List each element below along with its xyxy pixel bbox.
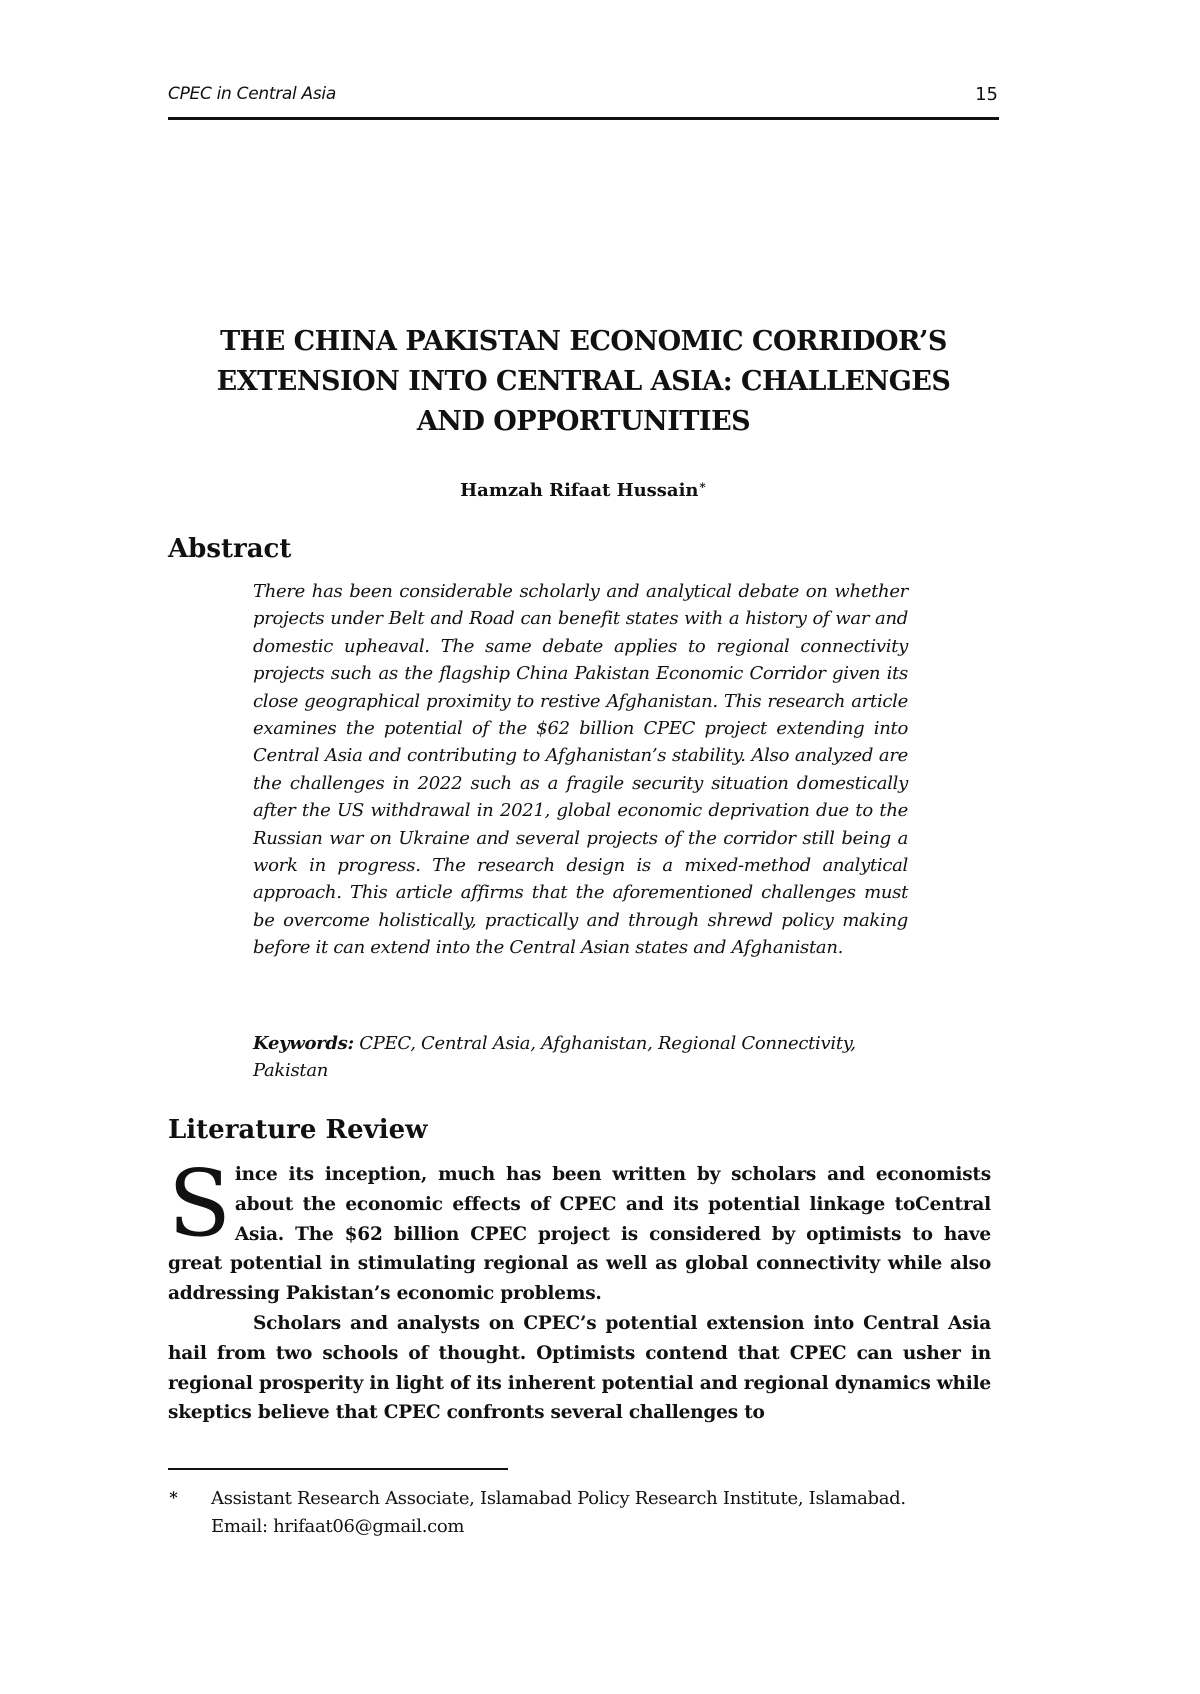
literature-review-heading: Literature Review bbox=[168, 1115, 428, 1145]
page-number: 15 bbox=[975, 84, 998, 105]
header-rule bbox=[168, 117, 999, 120]
keywords-list: CPEC, Central Asia, Afghanistan, Regional Connectivity, Pakistan bbox=[253, 1033, 856, 1081]
literature-paragraph-1 bbox=[168, 1150, 991, 1309]
title-line-2: EXTENSION INTO CENTRAL ASIA: CHALLENGES bbox=[216, 366, 951, 397]
running-title: CPEC in Central Asia bbox=[168, 84, 336, 104]
abstract-heading: Abstract bbox=[168, 534, 292, 564]
article-title bbox=[168, 322, 999, 442]
keywords-label: Keywords: bbox=[253, 1033, 354, 1054]
running-header bbox=[168, 84, 998, 114]
literature-paragraph-1-text: ince its inception, much has been written by scholars and economists about the economic effects of CPEC and its potential linkage toCentral Asia. The $62 billion CPEC project is considered by optimists to have great potential in stimulating regional as well as global connectivity while also addressing Pakistan’s economic problems. bbox=[168, 1164, 991, 1305]
literature-paragraph-2: Scholars and analysts on CPEC’s potential extension into Central Asia hail from two schools of thought. Optimists contend that CPEC can usher in regional prosperity in light of its inherent potential and regional dynamics while skeptics believe that CPEC confronts several challenges to bbox=[168, 1313, 991, 1424]
footnote-affiliation: Assistant Research Associate, Islamabad Policy Research Institute, Islamabad. bbox=[211, 1488, 906, 1509]
author-line bbox=[168, 478, 999, 501]
footnote-text bbox=[211, 1485, 1001, 1541]
footnote-rule bbox=[168, 1468, 508, 1470]
footnote-email: Email: hrifaat06@gmail.com bbox=[211, 1516, 465, 1537]
drop-cap: S bbox=[168, 1150, 231, 1257]
title-line-3: AND OPPORTUNITIES bbox=[416, 406, 751, 437]
footnote-mark: ∗ bbox=[168, 1485, 180, 1504]
author-name: Hamzah Rifaat Hussain bbox=[460, 480, 699, 501]
title-line-1: THE CHINA PAKISTAN ECONOMIC CORRIDOR’S bbox=[220, 326, 947, 357]
author-footnote-mark: ∗ bbox=[698, 478, 707, 492]
abstract-body: There has been considerable scholarly and analytical debate on whether projects under Belt and Road can benefit states with a history of war and domestic upheaval. The same debate applies to regional connectivity projects such as the flagship China Pakistan Economic Corridor given its close geographical proximity to restive Afghanistan. This research article examines the potential of the $62 billion CPEC project extending into Central Asia and contributing to Afghanistan’s stability. Also analyzed are the challenges in 2022 such as a fragile security situation domestically after the US withdrawal in 2021, global economic deprivation due to the Russian war on Ukraine and several projects of the corridor still being a work in progress. The research design is a mixed-method analytical approach. This article affirms that the aforementioned challenges must be overcome holistically, practically and through shrewd policy making before it can extend into the Central Asian states and Afghanistan. bbox=[253, 581, 908, 959]
keywords bbox=[253, 1030, 908, 1084]
